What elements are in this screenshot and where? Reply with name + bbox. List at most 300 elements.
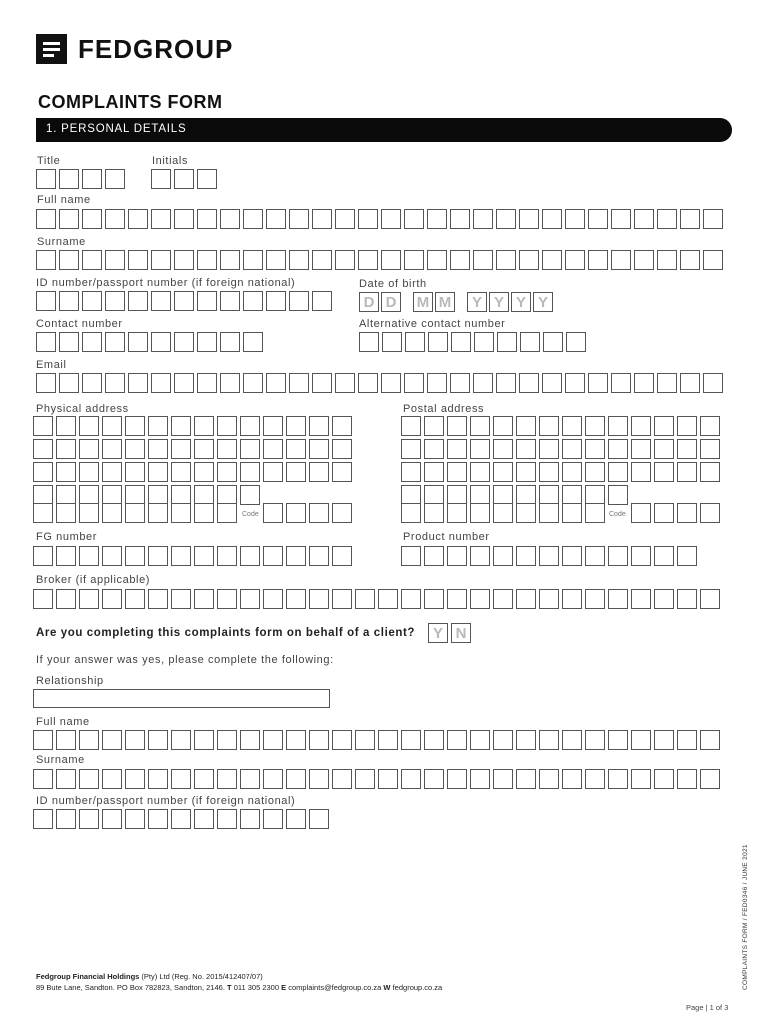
dob-box[interactable]: D [381, 292, 401, 312]
client-full-name-box[interactable] [447, 730, 467, 750]
client-surname-box[interactable] [148, 769, 168, 789]
postal-address-box[interactable] [516, 503, 536, 523]
broker-box[interactable] [332, 589, 352, 609]
alt-contact-box[interactable] [359, 332, 379, 352]
contact-number-box[interactable] [220, 332, 240, 352]
client-id-number-box[interactable] [240, 809, 260, 829]
client-full-name-box[interactable] [125, 730, 145, 750]
physical-address-box[interactable] [240, 416, 260, 436]
full-name-box[interactable] [588, 209, 608, 229]
client-full-name-box[interactable] [240, 730, 260, 750]
postal-code-box[interactable] [677, 503, 697, 523]
client-surname-box[interactable] [470, 769, 490, 789]
physical-address-box[interactable] [263, 439, 283, 459]
surname-box[interactable] [381, 250, 401, 270]
alt-contact-box[interactable] [543, 332, 563, 352]
physical-address-box[interactable] [263, 416, 283, 436]
fg-number-box[interactable] [125, 546, 145, 566]
product-number-box[interactable] [608, 546, 628, 566]
fg-number-box[interactable] [332, 546, 352, 566]
email-box[interactable] [703, 373, 723, 393]
postal-address-box[interactable] [493, 439, 513, 459]
footer-website[interactable]: fedgroup.co.za [392, 983, 443, 992]
email-box[interactable] [128, 373, 148, 393]
postal-address-box[interactable] [700, 439, 720, 459]
fg-number-box[interactable] [102, 546, 122, 566]
physical-address-box[interactable] [33, 503, 53, 523]
postal-address-box[interactable] [585, 416, 605, 436]
surname-box[interactable] [565, 250, 585, 270]
surname-box[interactable] [427, 250, 447, 270]
client-surname-box[interactable] [493, 769, 513, 789]
email-box[interactable] [243, 373, 263, 393]
client-full-name-box[interactable] [562, 730, 582, 750]
physical-address-box[interactable] [102, 439, 122, 459]
id-number-box[interactable] [289, 291, 309, 311]
surname-box[interactable] [634, 250, 654, 270]
postal-address-box[interactable] [631, 462, 651, 482]
physical-address-box[interactable] [194, 462, 214, 482]
postal-address-box[interactable] [562, 416, 582, 436]
email-box[interactable] [611, 373, 631, 393]
client-full-name-box[interactable] [677, 730, 697, 750]
client-id-number-box[interactable] [217, 809, 237, 829]
physical-address-box[interactable] [79, 503, 99, 523]
postal-address-box[interactable] [447, 485, 467, 505]
physical-address-box[interactable] [79, 485, 99, 505]
postal-address-box[interactable] [539, 439, 559, 459]
full-name-box[interactable] [680, 209, 700, 229]
full-name-box[interactable] [519, 209, 539, 229]
physical-address-box[interactable] [263, 462, 283, 482]
alt-contact-box[interactable] [405, 332, 425, 352]
postal-address-box[interactable] [700, 462, 720, 482]
product-number-box[interactable] [631, 546, 651, 566]
fg-number-box[interactable] [217, 546, 237, 566]
broker-box[interactable] [585, 589, 605, 609]
physical-address-box[interactable] [309, 416, 329, 436]
broker-box[interactable] [378, 589, 398, 609]
client-surname-box[interactable] [608, 769, 628, 789]
broker-box[interactable] [700, 589, 720, 609]
postal-code-box[interactable] [700, 503, 720, 523]
surname-box[interactable] [542, 250, 562, 270]
physical-address-box[interactable] [79, 462, 99, 482]
client-surname-box[interactable] [355, 769, 375, 789]
dob-box[interactable]: Y [511, 292, 531, 312]
dob-box[interactable]: M [435, 292, 455, 312]
physical-address-box[interactable] [33, 439, 53, 459]
title-box[interactable] [105, 169, 125, 189]
full-name-box[interactable] [151, 209, 171, 229]
contact-number-box[interactable] [105, 332, 125, 352]
client-full-name-box[interactable] [309, 730, 329, 750]
fg-number-box[interactable] [286, 546, 306, 566]
postal-address-box[interactable] [654, 439, 674, 459]
initials-box[interactable] [174, 169, 194, 189]
client-surname-box[interactable] [102, 769, 122, 789]
surname-box[interactable] [450, 250, 470, 270]
postal-address-box[interactable] [516, 462, 536, 482]
id-number-box[interactable] [82, 291, 102, 311]
client-id-number-box[interactable] [33, 809, 53, 829]
broker-box[interactable] [102, 589, 122, 609]
physical-address-box[interactable] [217, 485, 237, 505]
postal-address-box[interactable] [424, 462, 444, 482]
client-id-number-box[interactable] [125, 809, 145, 829]
initials-box[interactable] [197, 169, 217, 189]
client-id-number-box[interactable] [79, 809, 99, 829]
broker-box[interactable] [631, 589, 651, 609]
alt-contact-box[interactable] [451, 332, 471, 352]
surname-box[interactable] [266, 250, 286, 270]
surname-box[interactable] [473, 250, 493, 270]
email-box[interactable] [657, 373, 677, 393]
physical-address-box[interactable] [332, 462, 352, 482]
email-box[interactable] [519, 373, 539, 393]
postal-address-box[interactable] [516, 485, 536, 505]
client-full-name-box[interactable] [401, 730, 421, 750]
email-box[interactable] [542, 373, 562, 393]
broker-box[interactable] [401, 589, 421, 609]
postal-address-box[interactable] [585, 485, 605, 505]
postal-address-box[interactable] [608, 485, 628, 505]
physical-address-box[interactable] [194, 439, 214, 459]
postal-address-box[interactable] [654, 462, 674, 482]
surname-box[interactable] [128, 250, 148, 270]
surname-box[interactable] [404, 250, 424, 270]
client-surname-box[interactable] [677, 769, 697, 789]
postal-address-box[interactable] [447, 439, 467, 459]
full-name-box[interactable] [174, 209, 194, 229]
surname-box[interactable] [36, 250, 56, 270]
physical-address-box[interactable] [125, 503, 145, 523]
surname-box[interactable] [59, 250, 79, 270]
physical-address-box[interactable] [309, 462, 329, 482]
id-number-box[interactable] [128, 291, 148, 311]
email-box[interactable] [289, 373, 309, 393]
postal-address-box[interactable] [677, 416, 697, 436]
client-full-name-box[interactable] [332, 730, 352, 750]
postal-address-box[interactable] [401, 503, 421, 523]
alt-contact-box[interactable] [520, 332, 540, 352]
broker-box[interactable] [194, 589, 214, 609]
client-surname-box[interactable] [401, 769, 421, 789]
postal-address-box[interactable] [447, 416, 467, 436]
physical-code-box[interactable] [286, 503, 306, 523]
physical-address-box[interactable] [56, 439, 76, 459]
client-surname-box[interactable] [33, 769, 53, 789]
postal-address-box[interactable] [631, 416, 651, 436]
full-name-box[interactable] [657, 209, 677, 229]
physical-address-box[interactable] [194, 416, 214, 436]
email-box[interactable] [565, 373, 585, 393]
surname-box[interactable] [174, 250, 194, 270]
yes-checkbox[interactable]: Y [428, 623, 448, 643]
postal-address-box[interactable] [470, 416, 490, 436]
full-name-box[interactable] [105, 209, 125, 229]
physical-code-box[interactable] [263, 503, 283, 523]
physical-address-box[interactable] [102, 462, 122, 482]
client-surname-box[interactable] [286, 769, 306, 789]
email-box[interactable] [496, 373, 516, 393]
client-surname-box[interactable] [378, 769, 398, 789]
surname-box[interactable] [289, 250, 309, 270]
broker-box[interactable] [286, 589, 306, 609]
no-checkbox[interactable]: N [451, 623, 471, 643]
surname-box[interactable] [197, 250, 217, 270]
client-full-name-box[interactable] [700, 730, 720, 750]
full-name-box[interactable] [335, 209, 355, 229]
email-box[interactable] [450, 373, 470, 393]
surname-box[interactable] [312, 250, 332, 270]
client-full-name-box[interactable] [585, 730, 605, 750]
postal-address-box[interactable] [470, 462, 490, 482]
email-box[interactable] [680, 373, 700, 393]
full-name-box[interactable] [496, 209, 516, 229]
surname-box[interactable] [243, 250, 263, 270]
id-number-box[interactable] [220, 291, 240, 311]
full-name-box[interactable] [36, 209, 56, 229]
footer-email[interactable]: complaints@fedgroup.co.za [288, 983, 382, 992]
broker-box[interactable] [33, 589, 53, 609]
client-surname-box[interactable] [263, 769, 283, 789]
email-box[interactable] [473, 373, 493, 393]
physical-address-box[interactable] [148, 416, 168, 436]
email-box[interactable] [59, 373, 79, 393]
fg-number-box[interactable] [240, 546, 260, 566]
surname-box[interactable] [82, 250, 102, 270]
client-full-name-box[interactable] [424, 730, 444, 750]
email-box[interactable] [266, 373, 286, 393]
email-box[interactable] [36, 373, 56, 393]
id-number-box[interactable] [151, 291, 171, 311]
postal-address-box[interactable] [516, 439, 536, 459]
broker-box[interactable] [562, 589, 582, 609]
surname-box[interactable] [220, 250, 240, 270]
product-number-box[interactable] [585, 546, 605, 566]
postal-code-box[interactable] [631, 503, 651, 523]
full-name-box[interactable] [611, 209, 631, 229]
contact-number-box[interactable] [197, 332, 217, 352]
postal-address-box[interactable] [562, 503, 582, 523]
broker-box[interactable] [539, 589, 559, 609]
product-number-box[interactable] [447, 546, 467, 566]
broker-box[interactable] [608, 589, 628, 609]
full-name-box[interactable] [243, 209, 263, 229]
id-number-box[interactable] [243, 291, 263, 311]
full-name-box[interactable] [473, 209, 493, 229]
id-number-box[interactable] [174, 291, 194, 311]
client-id-number-box[interactable] [56, 809, 76, 829]
full-name-box[interactable] [266, 209, 286, 229]
postal-address-box[interactable] [424, 416, 444, 436]
email-box[interactable] [335, 373, 355, 393]
initials-box[interactable] [151, 169, 171, 189]
surname-box[interactable] [335, 250, 355, 270]
physical-address-box[interactable] [194, 503, 214, 523]
physical-address-box[interactable] [33, 485, 53, 505]
postal-address-box[interactable] [447, 462, 467, 482]
physical-address-box[interactable] [171, 485, 191, 505]
dob-box[interactable]: Y [533, 292, 553, 312]
email-box[interactable] [82, 373, 102, 393]
physical-address-box[interactable] [56, 485, 76, 505]
physical-address-box[interactable] [102, 416, 122, 436]
broker-box[interactable] [263, 589, 283, 609]
physical-address-box[interactable] [171, 503, 191, 523]
id-number-box[interactable] [266, 291, 286, 311]
postal-address-box[interactable] [424, 439, 444, 459]
id-number-box[interactable] [312, 291, 332, 311]
client-id-number-box[interactable] [148, 809, 168, 829]
physical-address-box[interactable] [240, 439, 260, 459]
physical-address-box[interactable] [125, 439, 145, 459]
client-surname-box[interactable] [309, 769, 329, 789]
postal-address-box[interactable] [493, 485, 513, 505]
client-surname-box[interactable] [332, 769, 352, 789]
broker-box[interactable] [79, 589, 99, 609]
id-number-box[interactable] [105, 291, 125, 311]
physical-code-box[interactable] [309, 503, 329, 523]
title-box[interactable] [36, 169, 56, 189]
physical-address-box[interactable] [33, 462, 53, 482]
dob-box[interactable]: D [359, 292, 379, 312]
physical-address-box[interactable] [125, 416, 145, 436]
broker-box[interactable] [125, 589, 145, 609]
physical-address-box[interactable] [102, 503, 122, 523]
postal-address-box[interactable] [585, 462, 605, 482]
dob-box[interactable]: Y [467, 292, 487, 312]
email-box[interactable] [312, 373, 332, 393]
physical-address-box[interactable] [217, 462, 237, 482]
product-number-box[interactable] [424, 546, 444, 566]
postal-code-box[interactable] [654, 503, 674, 523]
client-surname-box[interactable] [240, 769, 260, 789]
physical-address-box[interactable] [286, 416, 306, 436]
contact-number-box[interactable] [36, 332, 56, 352]
client-surname-box[interactable] [125, 769, 145, 789]
full-name-box[interactable] [565, 209, 585, 229]
postal-address-box[interactable] [401, 439, 421, 459]
full-name-box[interactable] [450, 209, 470, 229]
client-full-name-box[interactable] [378, 730, 398, 750]
client-full-name-box[interactable] [516, 730, 536, 750]
client-id-number-box[interactable] [102, 809, 122, 829]
surname-box[interactable] [657, 250, 677, 270]
title-box[interactable] [82, 169, 102, 189]
physical-address-box[interactable] [217, 416, 237, 436]
surname-box[interactable] [611, 250, 631, 270]
full-name-box[interactable] [404, 209, 424, 229]
broker-box[interactable] [447, 589, 467, 609]
full-name-box[interactable] [289, 209, 309, 229]
alt-contact-box[interactable] [497, 332, 517, 352]
physical-address-box[interactable] [56, 503, 76, 523]
email-box[interactable] [381, 373, 401, 393]
physical-address-box[interactable] [102, 485, 122, 505]
postal-address-box[interactable] [608, 462, 628, 482]
email-box[interactable] [588, 373, 608, 393]
full-name-box[interactable] [220, 209, 240, 229]
postal-address-box[interactable] [631, 439, 651, 459]
full-name-box[interactable] [59, 209, 79, 229]
dob-box[interactable]: M [413, 292, 433, 312]
client-full-name-box[interactable] [56, 730, 76, 750]
client-full-name-box[interactable] [539, 730, 559, 750]
broker-box[interactable] [654, 589, 674, 609]
id-number-box[interactable] [59, 291, 79, 311]
full-name-box[interactable] [197, 209, 217, 229]
client-full-name-box[interactable] [79, 730, 99, 750]
client-full-name-box[interactable] [148, 730, 168, 750]
broker-box[interactable] [355, 589, 375, 609]
contact-number-box[interactable] [128, 332, 148, 352]
client-full-name-box[interactable] [608, 730, 628, 750]
full-name-box[interactable] [312, 209, 332, 229]
fg-number-box[interactable] [309, 546, 329, 566]
physical-address-box[interactable] [286, 439, 306, 459]
postal-address-box[interactable] [608, 439, 628, 459]
physical-address-box[interactable] [194, 485, 214, 505]
broker-box[interactable] [56, 589, 76, 609]
postal-address-box[interactable] [424, 503, 444, 523]
client-surname-box[interactable] [217, 769, 237, 789]
physical-code-box[interactable] [332, 503, 352, 523]
fg-number-box[interactable] [171, 546, 191, 566]
postal-address-box[interactable] [654, 416, 674, 436]
physical-address-box[interactable] [56, 416, 76, 436]
broker-box[interactable] [470, 589, 490, 609]
client-full-name-box[interactable] [217, 730, 237, 750]
full-name-box[interactable] [703, 209, 723, 229]
client-full-name-box[interactable] [286, 730, 306, 750]
client-surname-box[interactable] [171, 769, 191, 789]
title-box[interactable] [59, 169, 79, 189]
email-box[interactable] [105, 373, 125, 393]
client-full-name-box[interactable] [263, 730, 283, 750]
client-surname-box[interactable] [56, 769, 76, 789]
client-full-name-box[interactable] [102, 730, 122, 750]
full-name-box[interactable] [634, 209, 654, 229]
broker-box[interactable] [240, 589, 260, 609]
physical-address-box[interactable] [125, 462, 145, 482]
postal-address-box[interactable] [700, 416, 720, 436]
product-number-box[interactable] [493, 546, 513, 566]
postal-address-box[interactable] [677, 462, 697, 482]
postal-address-box[interactable] [470, 485, 490, 505]
fg-number-box[interactable] [79, 546, 99, 566]
physical-address-box[interactable] [309, 439, 329, 459]
postal-address-box[interactable] [401, 485, 421, 505]
client-surname-box[interactable] [585, 769, 605, 789]
surname-box[interactable] [588, 250, 608, 270]
contact-number-box[interactable] [243, 332, 263, 352]
postal-address-box[interactable] [677, 439, 697, 459]
postal-address-box[interactable] [585, 503, 605, 523]
product-number-box[interactable] [562, 546, 582, 566]
postal-address-box[interactable] [562, 439, 582, 459]
physical-address-box[interactable] [56, 462, 76, 482]
physical-address-box[interactable] [217, 439, 237, 459]
full-name-box[interactable] [427, 209, 447, 229]
relationship-field[interactable] [33, 689, 330, 708]
client-surname-box[interactable] [194, 769, 214, 789]
client-id-number-box[interactable] [286, 809, 306, 829]
postal-address-box[interactable] [539, 503, 559, 523]
postal-address-box[interactable] [401, 462, 421, 482]
client-id-number-box[interactable] [309, 809, 329, 829]
